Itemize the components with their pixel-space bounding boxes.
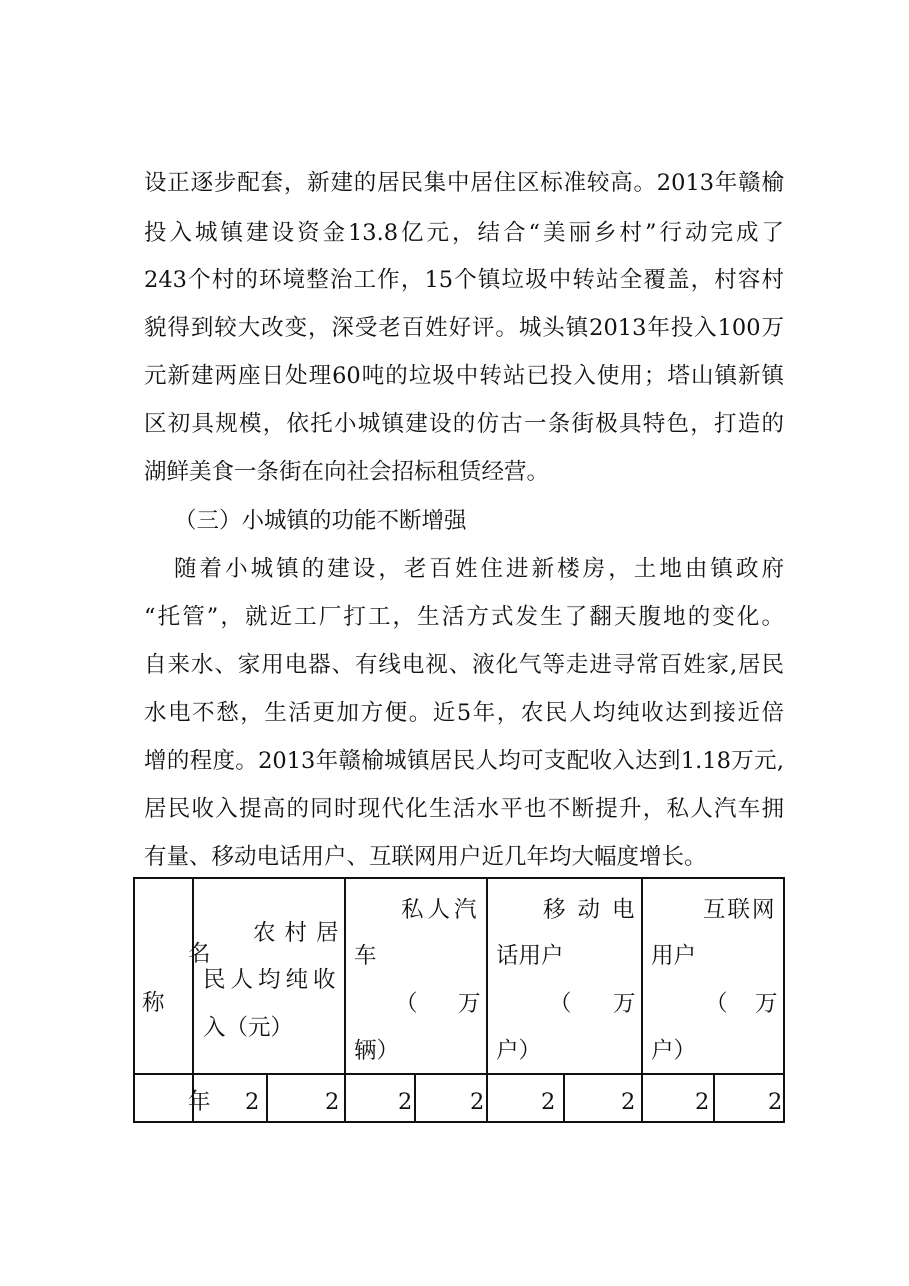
row-year-label: 年	[188, 1089, 211, 1115]
table-border-right	[783, 877, 785, 1123]
header-cars-line2: 车	[354, 943, 377, 969]
table-border-bottom	[133, 1121, 785, 1123]
table-cell-value: 2	[470, 1089, 485, 1115]
text-line: 貌得到较大改变，深受老百姓好评。城头镇2013年投入100万	[144, 315, 784, 341]
text-line: 元新建两座日处理60吨的垃圾中转站已投入使用；塔山镇新镇	[144, 363, 784, 389]
header-cars-line1: 私人汽	[401, 897, 481, 923]
table-cell-value: 2	[768, 1089, 783, 1115]
section-heading: （三）小城镇的功能不断增强	[174, 508, 467, 534]
text-line: 有量、移动电话用户、互联网用户近几年均大幅度增长。	[144, 844, 707, 870]
text-line: 湖鲜美食一条街在向社会招标租赁经营。	[144, 459, 550, 485]
header-mobile-line4: 户）	[496, 1038, 542, 1064]
statistics-table	[133, 877, 785, 1123]
table-subcol-divider	[266, 1073, 268, 1123]
header-cars-line4: 辆）	[354, 1038, 400, 1064]
header-income-line2: 民人均纯收	[203, 967, 341, 993]
table-row-divider	[133, 1073, 785, 1075]
table-subcol-divider	[713, 1073, 715, 1123]
header-income-line1	[253, 918, 348, 948]
header-internet-line2: 用户	[651, 943, 697, 969]
header-cars-unit: 万	[458, 991, 481, 1017]
header-mobile-line1: 移动电	[543, 897, 647, 923]
header-mobile-unit: 万	[613, 991, 636, 1017]
header-mobile-paren: （	[549, 991, 572, 1017]
table-cell-value: 2	[621, 1089, 636, 1115]
table-border-left	[133, 877, 135, 1123]
table-cell-value: 2	[245, 1089, 260, 1115]
header-internet-paren: （	[705, 991, 728, 1017]
table-col-divider	[486, 877, 488, 1123]
header-income-line3: 入（元）	[203, 1015, 294, 1041]
table-cell-value: 2	[398, 1089, 413, 1115]
header-name-part1: 名	[188, 941, 211, 967]
table-subcol-divider	[414, 1073, 416, 1123]
table-border-top	[133, 877, 785, 879]
header-internet-unit: 万	[755, 991, 778, 1017]
text-line: 243个村的环境整治工作，15个镇垃圾中转站全覆盖，村容村	[144, 267, 784, 293]
table-cell-value: 2	[541, 1089, 556, 1115]
text-line: “托管”，就近工厂打工，生活方式发生了翻天腹地的变化。	[144, 604, 784, 630]
header-name-part2: 称	[142, 990, 165, 1016]
table-subcol-divider	[563, 1073, 565, 1123]
text-line: 水电不愁，生活更加方便。近5年，农民人均纯收达到接近倍	[144, 700, 784, 726]
table-cell-value: 2	[695, 1089, 710, 1115]
header-cars-paren: （	[395, 991, 418, 1017]
text-line: 投入城镇建设资金13.8亿元，结合“美丽乡村”行动完成了	[144, 220, 784, 246]
text-line: 增的程度。2013年赣榆城镇居民人均可支配收入达到1.18万元,	[144, 748, 784, 774]
text-line: 自来水、家用电器、有线电视、液化气等走进寻常百姓家,居民	[144, 652, 784, 678]
table-cell-value: 2	[325, 1089, 340, 1115]
text-line: 随着小城镇的建设，老百姓住进新楼房，土地由镇政府	[174, 556, 784, 582]
header-internet-line4: 户）	[651, 1038, 697, 1064]
header-mobile-line2: 话用户	[496, 943, 564, 969]
text-line: 居民收入提高的同时现代化生活水平也不断提升，私人汽车拥	[144, 796, 784, 822]
text-line: 区初具规模，依托小城镇建设的仿古一条街极具特色，打造的	[144, 411, 784, 437]
table-col-divider	[344, 877, 346, 1123]
header-internet-line1: 互联网	[703, 897, 777, 923]
text-line: 设正逐步配套，新建的居民集中居住区标准较高。2013年赣榆	[144, 170, 784, 196]
header-income-chars: 农村居	[253, 920, 348, 946]
